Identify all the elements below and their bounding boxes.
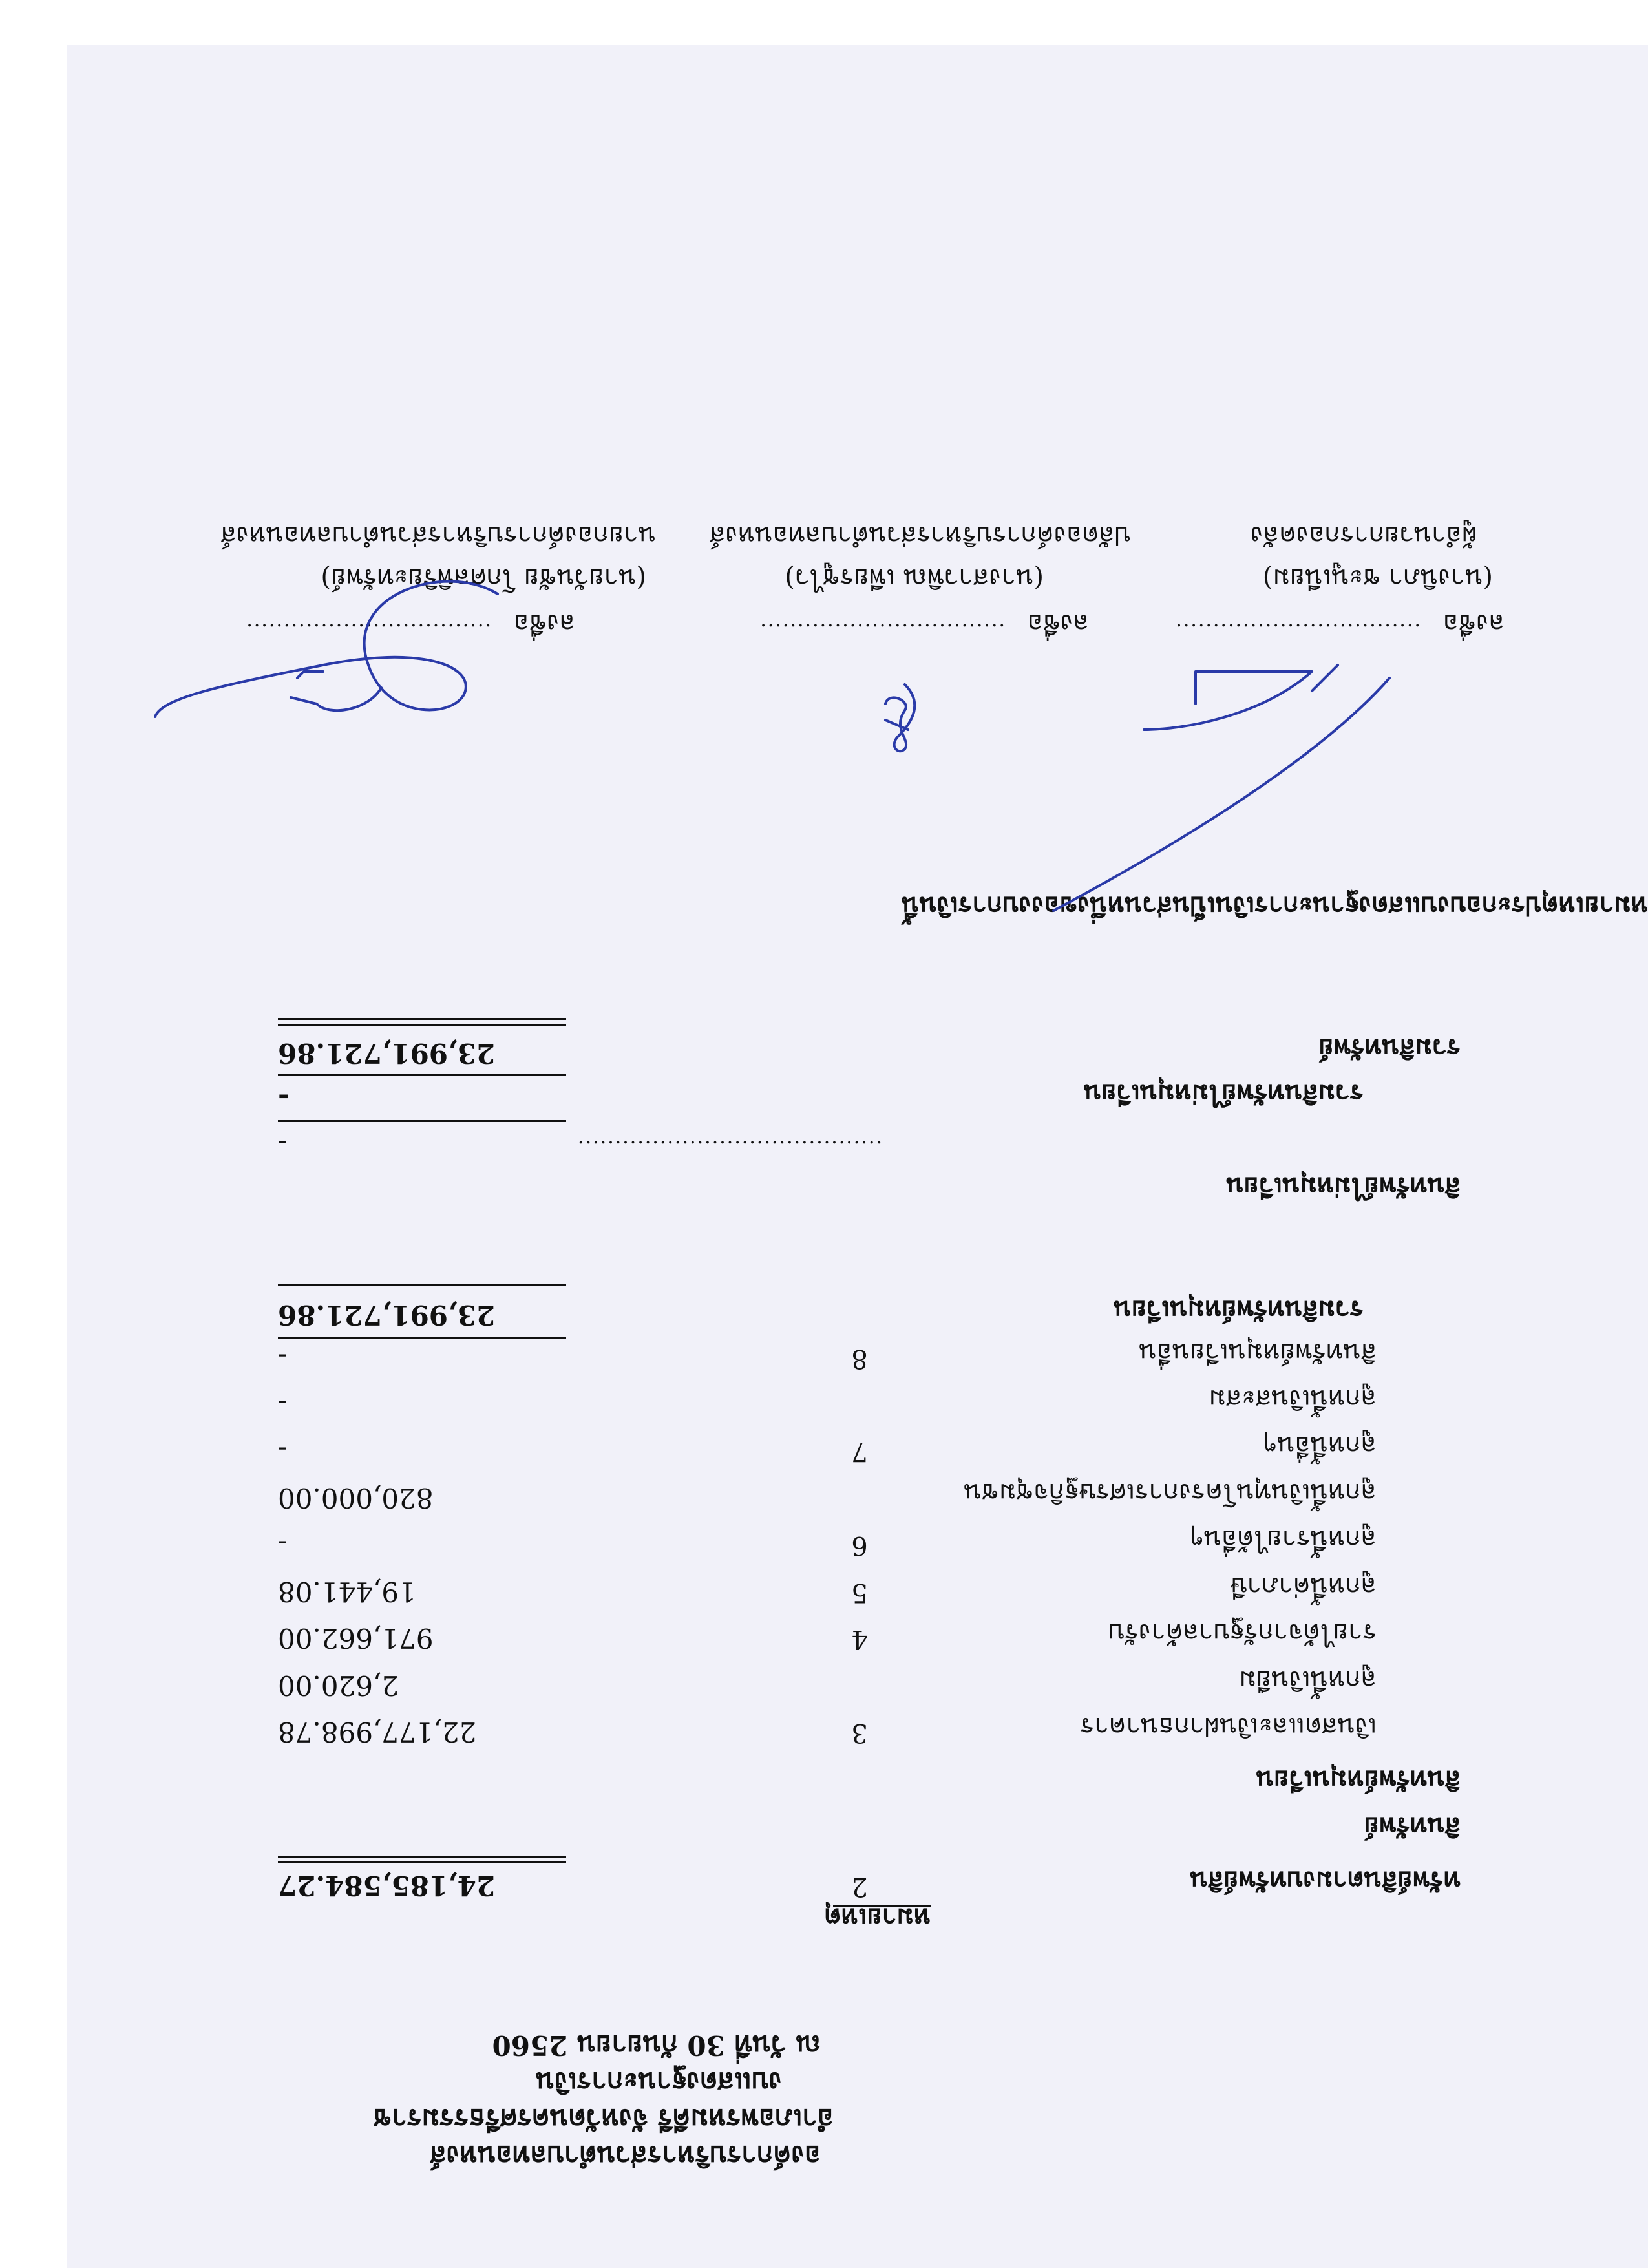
row-label: ทรัพย์สินตามงบทรัพย์สิน [1190,1865,1461,1896]
row-label: ลูกหนี้เงินทุนโครงการเศรษฐกิจชุมชน [964,1478,1377,1507]
subtotal-label: รวมสินทรัพย์หมุนเวียน [1114,1295,1364,1325]
row-value: 24,185,584.27 [278,1870,496,1902]
signature-dots: ................................. [245,619,491,642]
row-value: - [278,1435,288,1467]
row-note: 3 [851,1718,868,1748]
row-label: ลูกหนี้อื่นๆ [1263,1430,1377,1460]
row-value: 22,177,998.78 [278,1716,477,1748]
signature-prefix: ลงชื่อ [1442,608,1505,638]
row-label: สินทรัพย์หมุนเวียนอื่น [1139,1337,1377,1367]
row-value: - [278,1388,288,1420]
report-date: ณ วันที่ 30 กันยายน 2560 [492,2030,821,2061]
signature-prefix: ลงชื่อ [1027,608,1089,638]
signer-name: (นางสาวพิณ เพียรชูไว) [785,563,1044,593]
row-label: ลูกหนี้รายได้อื่นๆ [1190,1524,1377,1554]
row-label: ลูกหนี้เงินสะสม [1209,1384,1377,1414]
row-label: เงินสดและเงินฝากธนาคาร [1080,1712,1377,1741]
row-value: - [278,1129,288,1160]
row-note: 8 [851,1344,868,1373]
row-note: 4 [851,1624,868,1654]
org-name: องค์การบริหารส่วนตำบลทอนหงส์ [429,2140,821,2172]
row-value: 971,662.00 [278,1622,434,1654]
district-name: อำเภอพรหมคีรี จังหวัดนครศรีธรรมราช [373,2103,834,2135]
row-value: 2,620.00 [278,1669,399,1701]
row-note: 6 [851,1531,868,1560]
total-label: รวมสินทรัพย์ [1318,1033,1461,1063]
total-value: 23,991,721.86 [278,1037,496,1069]
row-note: 5 [851,1578,868,1607]
row-label: ลูกหนี้ค่าภาษี [1230,1571,1377,1601]
section-heading: สินทรัพย์ไม่หมุนเวียน [1226,1171,1461,1202]
row-value: 19,441.08 [278,1576,416,1607]
signer-title: ผู้อำนวยการกองคลัง [1251,520,1477,550]
section-heading: สินทรัพย์ [1364,1811,1461,1841]
section-heading: สินทรัพย์หมุนเวียน [1256,1765,1461,1795]
row-value: 820,000.00 [278,1482,434,1514]
row-value: - [278,1342,288,1373]
subtotal-label: รวมสินทรัพย์ไม่หมุนเวียน [1083,1078,1364,1108]
signature-dots: ................................. [1174,619,1421,642]
row-note: 2 [851,1872,868,1902]
row-label: ลูกหนี้เงินยืม [1239,1665,1377,1695]
signer-name: (นางนิภา ชะนูเนียม) [1262,563,1493,593]
signature-prefix: ลงชื่อ [513,608,575,638]
footnote: หมายเหตุประกอบงบแสดงฐานะการเงินเป็นส่วนหนึ่งของงบการเงินนี้ [901,891,1648,921]
row-label: รายได้จากรัฐบาลค้างรับ [1108,1618,1377,1648]
row-value: - [278,1529,288,1560]
note-column-header: หมายเหตุ [824,1902,931,1933]
subtotal-value: - [278,1083,290,1114]
blank-entry-dots: ......................................... [576,1136,882,1159]
signer-title: ปลัดองค์การบริหารส่วนตำบลทอนหงส์ [709,520,1131,550]
row-note: 7 [851,1437,868,1467]
subtotal-value: 23,991,721.86 [278,1299,496,1331]
signer-title: นายกองค์การบริหารส่วนตำบลทอนหงส์ [220,520,656,550]
signer-name: (นายวันชัย โกศลพิริยะทรัพย์) [321,563,646,593]
signature-dots: ................................. [759,619,1005,642]
report-title: งบแสดงฐานะการเงิน [536,2066,782,2098]
